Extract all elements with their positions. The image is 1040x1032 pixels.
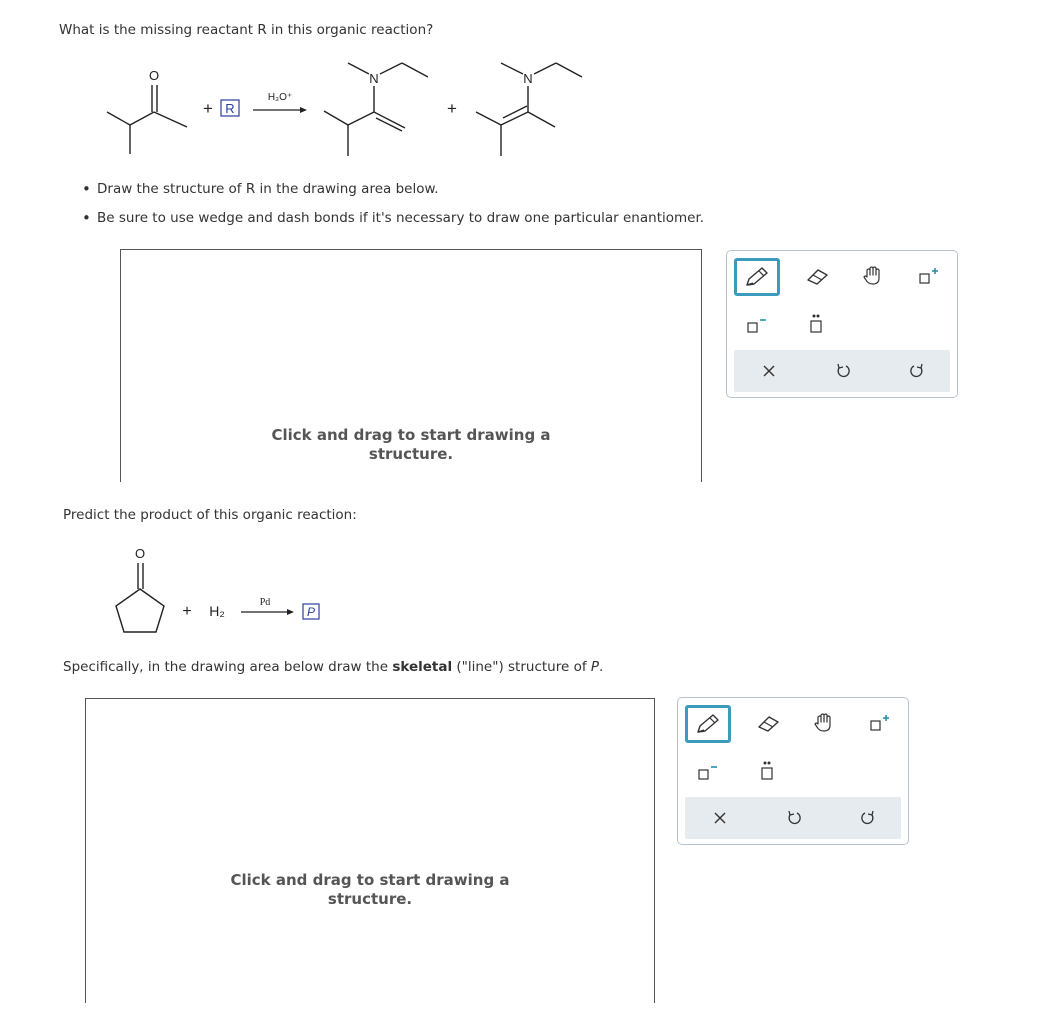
lone-pair-icon bbox=[755, 759, 779, 783]
clear-icon bbox=[761, 363, 777, 379]
positive-charge-button[interactable] bbox=[865, 708, 895, 738]
reagent-h2-label: H₂ bbox=[209, 603, 225, 619]
question2-instruction: Specifically, in the drawing area below draw the skeletal ("line") structure of P. bbox=[63, 659, 604, 675]
drawing-toolbar-2 bbox=[677, 697, 909, 845]
instruction-item: • Draw the structure of R in the drawing area below. bbox=[82, 178, 704, 207]
eraser-tool-button[interactable] bbox=[803, 262, 833, 292]
lone-pair-icon bbox=[804, 312, 828, 336]
reaction1-scheme bbox=[95, 55, 615, 165]
hand-icon bbox=[813, 712, 837, 734]
pencil-tool-button[interactable] bbox=[685, 705, 731, 743]
atom-n-label: N bbox=[369, 71, 379, 86]
ketone-structure bbox=[107, 85, 187, 154]
instructions-list bbox=[82, 178, 704, 236]
reactant-r-label: R bbox=[225, 101, 235, 116]
redo-icon bbox=[859, 809, 877, 827]
eraser-icon bbox=[756, 714, 782, 734]
drawing-canvas-2[interactable] bbox=[85, 698, 655, 1003]
redo-button[interactable] bbox=[853, 803, 883, 833]
plus-sign: + bbox=[447, 99, 457, 118]
undo-icon bbox=[834, 362, 852, 380]
lone-pair-button[interactable] bbox=[752, 756, 782, 786]
reaction2-scheme bbox=[105, 543, 335, 638]
question2-prompt: Predict the product of this organic reaction: bbox=[63, 507, 357, 523]
atom-o-label: O bbox=[148, 68, 160, 83]
lone-pair-button[interactable] bbox=[801, 309, 831, 339]
hand-icon bbox=[862, 265, 886, 287]
undo-button[interactable] bbox=[828, 356, 858, 386]
plus-sign: + bbox=[182, 603, 192, 620]
plus-sign: + bbox=[203, 99, 213, 118]
instruction-item: • Be sure to use wedge and dash bonds if it's necessary to draw one particular enantiomer. bbox=[82, 207, 704, 236]
canvas-hint: Click and drag to start drawing a structure. bbox=[271, 426, 551, 463]
clear-button[interactable] bbox=[754, 356, 784, 386]
redo-icon bbox=[908, 362, 926, 380]
canvas-hint: Click and drag to start drawing a structure. bbox=[230, 871, 510, 908]
catalyst-pd-label: Pd bbox=[259, 597, 271, 608]
question1-prompt: What is the missing reactant R in this organic reaction? bbox=[59, 22, 434, 38]
undo-icon bbox=[785, 809, 803, 827]
eraser-icon bbox=[805, 267, 831, 287]
pencil-icon bbox=[695, 713, 721, 735]
drawing-toolbar-1 bbox=[726, 250, 958, 398]
atom-o-label: O bbox=[134, 546, 146, 561]
redo-button[interactable] bbox=[902, 356, 932, 386]
negative-charge-button[interactable] bbox=[693, 757, 723, 787]
clear-icon bbox=[712, 810, 728, 826]
hand-tool-button[interactable] bbox=[859, 261, 889, 291]
pencil-tool-button[interactable] bbox=[734, 258, 780, 296]
atom-n-label: N bbox=[523, 71, 533, 86]
eraser-tool-button[interactable] bbox=[754, 709, 784, 739]
pencil-icon bbox=[744, 266, 770, 288]
clear-button[interactable] bbox=[705, 803, 735, 833]
drawing-canvas-1[interactable] bbox=[120, 249, 702, 482]
negative-charge-button[interactable] bbox=[742, 310, 772, 340]
positive-charge-button[interactable] bbox=[914, 261, 944, 291]
hand-tool-button[interactable] bbox=[810, 708, 840, 738]
reagent-h3o-label: H₃O⁺ bbox=[267, 92, 293, 103]
undo-button[interactable] bbox=[779, 803, 809, 833]
positive-charge-icon bbox=[868, 712, 892, 734]
negative-charge-icon bbox=[696, 761, 720, 783]
product-p-label: P bbox=[306, 605, 316, 619]
positive-charge-icon bbox=[917, 265, 941, 287]
cyclopentanone-structure bbox=[116, 563, 164, 632]
negative-charge-icon bbox=[745, 314, 769, 336]
